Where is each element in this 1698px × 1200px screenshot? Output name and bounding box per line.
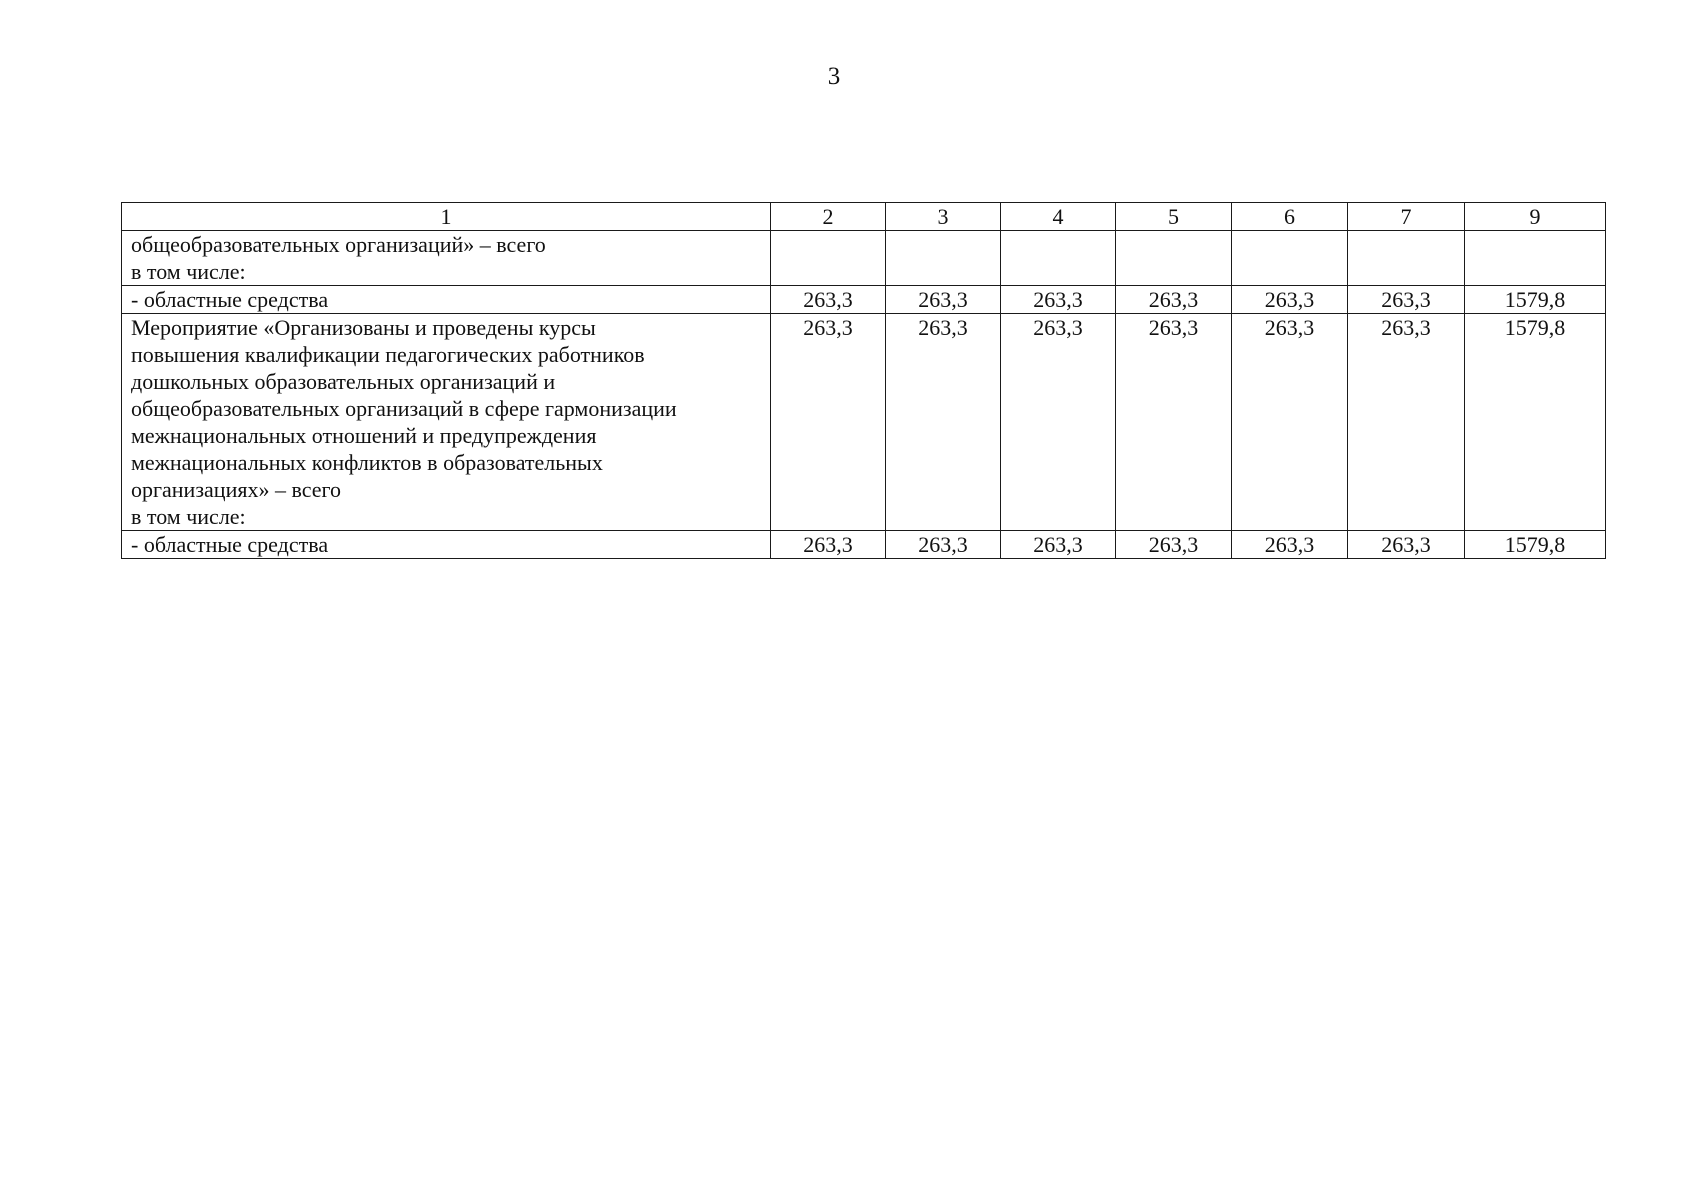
row-label-line: общеобразовательных организаций» – всего (131, 232, 546, 257)
table-cell: 263,3 (1001, 286, 1116, 314)
table-cell (1232, 231, 1348, 286)
table-cell (1348, 231, 1465, 286)
table-header-row (122, 203, 1606, 231)
table-cell: 263,3 (886, 531, 1001, 559)
table-cell: 1579,8 (1465, 531, 1606, 559)
row-label-line: повышения квалификации педагогических работников (131, 342, 645, 367)
table-cell: 263,3 (886, 314, 1001, 531)
table-cell: 263,3 (886, 286, 1001, 314)
table-cell: 263,3 (1001, 531, 1116, 559)
table-cell: 263,3 (771, 314, 886, 531)
table-cell: 263,3 (771, 531, 886, 559)
table-row (122, 314, 1606, 531)
row-label-line: в том числе: (131, 504, 246, 529)
column-header: 7 (1348, 203, 1465, 231)
row-label-line: в том числе: (131, 259, 246, 284)
page-number: 3 (827, 63, 841, 90)
table-cell: 263,3 (1348, 531, 1465, 559)
column-header: 3 (886, 203, 1001, 231)
column-header: 6 (1232, 203, 1348, 231)
row-label (122, 286, 771, 314)
table-cell (886, 231, 1001, 286)
table-cell: 263,3 (1116, 314, 1232, 531)
table-cell (1116, 231, 1232, 286)
table-row (122, 286, 1606, 314)
column-header: 2 (771, 203, 886, 231)
table-cell: 263,3 (1116, 286, 1232, 314)
row-label (122, 531, 771, 559)
table-cell: 263,3 (1232, 531, 1348, 559)
column-header: 5 (1116, 203, 1232, 231)
table-row (122, 531, 1606, 559)
row-label (122, 314, 771, 531)
table-cell: 263,3 (1001, 314, 1116, 531)
column-header: 4 (1001, 203, 1116, 231)
table-cell (1001, 231, 1116, 286)
table-cell: 263,3 (771, 286, 886, 314)
table-cell (1465, 231, 1606, 286)
row-label-line: дошкольных образовательных организаций и (131, 369, 556, 394)
table-cell: 263,3 (1116, 531, 1232, 559)
table-cell: 263,3 (1348, 286, 1465, 314)
table-cell: 263,3 (1348, 314, 1465, 531)
table-cell: 1579,8 (1465, 314, 1606, 531)
row-label-line: - областные средства (131, 287, 329, 312)
table-cell: 263,3 (1232, 286, 1348, 314)
table-cell: 263,3 (1232, 314, 1348, 531)
row-label-line: Мероприятие «Организованы и проведены курсы (131, 315, 596, 340)
table-cell: 1579,8 (1465, 286, 1606, 314)
budget-table (121, 202, 1606, 559)
row-label-line: межнациональных отношений и предупреждения (131, 423, 597, 448)
column-header: 1 (122, 203, 771, 231)
row-label (122, 231, 771, 286)
row-label-line: - областные средства (131, 532, 329, 557)
table-row (122, 231, 1606, 286)
row-label-line: общеобразовательных организаций в сфере гармонизации (131, 396, 677, 421)
table-cell (771, 231, 886, 286)
column-header: 9 (1465, 203, 1606, 231)
row-label-line: межнациональных конфликтов в образовательных (131, 450, 603, 475)
row-label-line: организациях» – всего (131, 477, 341, 502)
